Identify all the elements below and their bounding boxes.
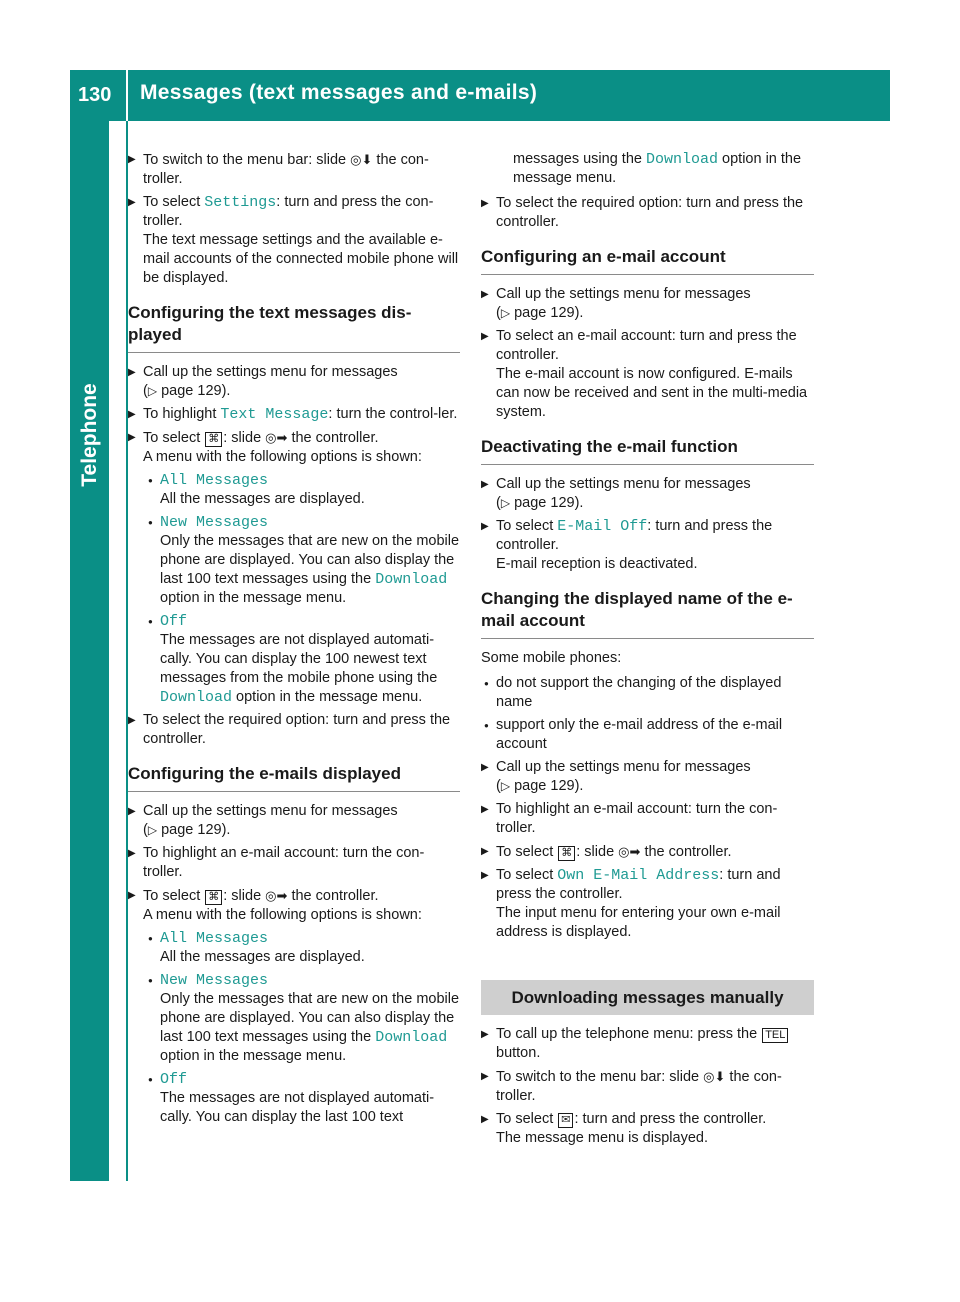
step-highlight-account: ▶ To highlight an e-mail account: turn the con-troller.: [481, 800, 814, 838]
option-all-messages: ● All Messages All the messages are displayed.: [128, 471, 460, 509]
heading-text-messages: Configuring the text messages dis-played: [128, 302, 460, 353]
options-icon: ⌘: [205, 432, 222, 447]
page-ref-icon: ▷: [147, 384, 158, 398]
step-select-options: ▶ To select ⌘ : slide ◎➡ the controller. A menu with the following options is shown:: [128, 428, 460, 467]
page-ref-icon: ▷: [500, 779, 511, 793]
continued-text: messages using the Download option in the message menu.: [513, 151, 802, 186]
option-new-messages: ● New Messages Only the messages that are new on the mobile phone are displayed. You can also display the last 100 text messages using the Download option in the message menu.: [128, 513, 460, 608]
controller-right-icon: ◎➡: [618, 844, 641, 859]
page-ref-icon: ▷: [500, 496, 511, 510]
option-new-messages: ● New Messages Only the messages that are new on the mobile phone are displayed. You can also display the last 100 text messages using the Download option in the message menu.: [128, 971, 460, 1066]
list-item: ● do not support the changing of the displayed name: [481, 674, 814, 712]
intro-text: Some mobile phones:: [481, 650, 622, 666]
controller-down-icon: ◎⬇: [350, 152, 373, 167]
heading-emails-displayed: Configuring the e-mails displayed: [128, 763, 460, 792]
option-all-messages: ● All Messages All the messages are displayed.: [128, 929, 460, 967]
step-select-account: ▶ To select an e-mail account: turn and press the controller. The e-mail account is now configured. E-mails can now be received and sent in the multi-media system.: [481, 327, 814, 422]
controller-right-icon: ◎➡: [265, 888, 288, 903]
option-off: ● Off The messages are not displayed automati-cally. You can display the 100 newest text messages from the mobile phone using the Download option in the message menu.: [128, 612, 460, 707]
page-number: 130: [78, 84, 112, 106]
chapter-tab: [70, 121, 109, 1181]
controller-right-icon: ◎➡: [265, 430, 288, 445]
step-highlight-account: ▶ To highlight an e-mail account: turn the con-troller.: [128, 844, 460, 882]
step-call-settings: ▶ Call up the settings menu for messages (▷ page 129).: [481, 475, 814, 513]
step-highlight-text-message: ▶ To highlight Text Message: turn the control-ler.: [128, 405, 460, 424]
step-select-option: ▶ To select the required option: turn and press the controller.: [128, 711, 460, 749]
options-icon: ⌘: [205, 890, 222, 905]
step-select-option: ▶ To select the required option: turn and press the controller.: [481, 194, 814, 232]
controller-down-icon: ◎⬇: [703, 1069, 726, 1084]
options-icon: ⌘: [558, 846, 575, 861]
step-select-email-off: ▶ To select E-Mail Off: turn and press the controller. E-mail reception is deactivated.: [481, 517, 814, 574]
step-select-options: ▶ To select ⌘ : slide ◎➡ the controller. A menu with the following options is shown:: [128, 886, 460, 925]
step-note: The text message settings and the available e-mail accounts of the connected mobile phone will be displayed.: [143, 232, 459, 286]
page-ref-icon: ▷: [147, 823, 158, 837]
chapter-label: Telephone: [77, 383, 101, 487]
step-switch-menu-bar: ▶ To switch to the menu bar: slide ◎⬇ the con-troller.: [128, 150, 460, 189]
step-select-settings: ▶ To select Settings: turn and press the con-troller. The text message settings and the available e-mail accounts of the connected mobile phone will be displayed.: [128, 193, 460, 288]
step-call-settings: ▶ Call up the settings menu for messages (▷ page 129).: [481, 758, 814, 796]
step-switch-menu-bar: ▶ To switch to the menu bar: slide ◎⬇ the con-troller.: [481, 1067, 814, 1106]
page-header: [70, 70, 890, 121]
heading-change-name: Changing the displayed name of the e-mail account: [481, 588, 814, 639]
page-title: Messages (text messages and e-mails): [140, 81, 538, 104]
header-divider: [126, 70, 128, 121]
list-item: ● support only the e-mail address of the e-mail account: [481, 716, 814, 754]
left-column: [128, 150, 460, 1131]
page-ref-icon: ▷: [500, 306, 511, 320]
step-select-message-menu: ▶ To select ✉ : turn and press the controller. The message menu is displayed.: [481, 1110, 814, 1148]
section-download-messages: Downloading messages manually: [481, 980, 814, 1015]
step-select-options: ▶ To select ⌘ : slide ◎➡ the controller.: [481, 842, 814, 862]
envelope-icon: ✉: [558, 1113, 573, 1128]
heading-configure-account: Configuring an e-mail account: [481, 246, 814, 275]
option-off: ● Off The messages are not displayed automati-cally. You can display the last 100 text: [128, 1070, 460, 1127]
settings-code: Settings: [204, 194, 277, 211]
step-call-settings: ▶ Call up the settings menu for messages (▷ page 129).: [481, 285, 814, 323]
right-column: [481, 150, 814, 1152]
step-select-own-address: ▶ To select Own E-Mail Address: turn and press the controller. The input menu for entering your own e-mail address is displayed.: [481, 866, 814, 942]
step-call-settings: ▶ Call up the settings menu for messages (▷ page 129).: [128, 802, 460, 840]
step-call-settings: ▶ Call up the settings menu for messages (▷ page 129).: [128, 363, 460, 401]
step-call-telephone: ▶ To call up the telephone menu: press the TEL button.: [481, 1025, 814, 1063]
heading-deactivate-email: Deactivating the e-mail function: [481, 436, 814, 465]
tel-button-icon: TEL: [762, 1028, 788, 1043]
